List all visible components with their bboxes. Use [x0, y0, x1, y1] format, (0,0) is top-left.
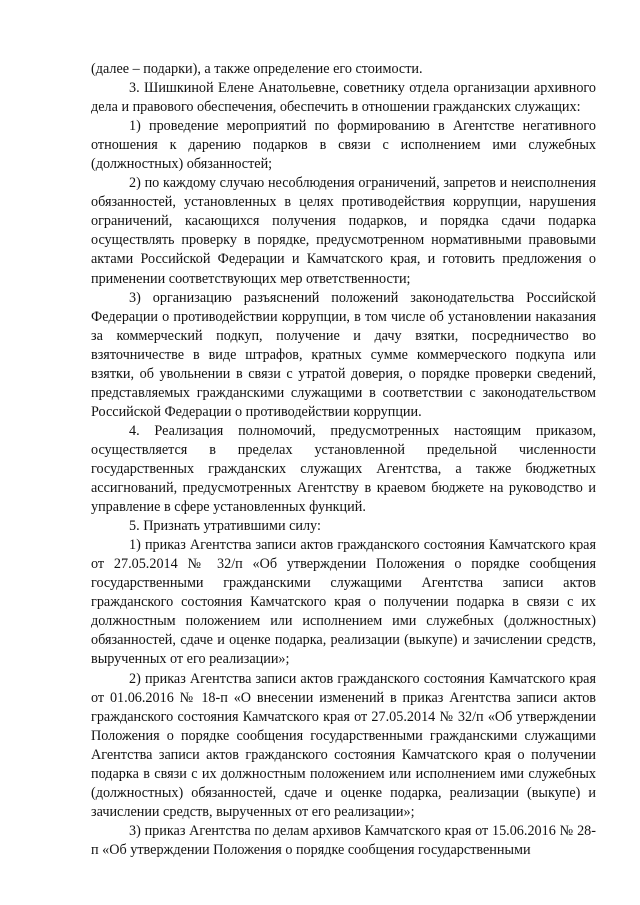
paragraph-continuation: (далее – подарки), а также определение его стоимости. — [91, 61, 423, 77]
paragraph-subitem-3-1: 1) проведение мероприятий по формированию в Агентстве негативного отношения к дарению подарков в связи с исполнением ими служебных (должностных) обязанностей; — [91, 118, 596, 173]
paragraph-subitem-5-1: 1) приказ Агентства записи актов гражданского состояния Камчатского края от 27.05.2014 № 32/п «Об утверждении Положения о порядке сообщения государственными гражданскими служащими Агентства записи актов гражданского состояния Камчатского края о получении подарка в связи с их должностным положением или исполнением ими служебных (должностных) обязанностей, сдаче и оценке подарка, реализации (выкупе) и зачислении средств, вырученных от его реализации»; — [91, 537, 596, 668]
document-page — [91, 60, 596, 860]
paragraph-subitem-3-3: 3) организацию разъяснений положений законодательства Российской Федерации о противодействии коррупции, в том числе об установлении наказания за коммерческий подкуп, получение и дачу взятки, посредничество во взяточничестве в виде штрафов, кратных сумме коммерческого подкупа или взятки, об увольнении в связи с утратой доверия, о порядке проверки сведений, представляемых гражданскими служащими в соответствии с законодательством Российской Федерации о противодействии коррупции. — [91, 289, 596, 420]
paragraph-subitem-5-3: 3) приказ Агентства по делам архивов Камчатского края от 15.06.2016 № 28-п «Об утверждении Положения о порядке сообщения государственными — [91, 822, 596, 858]
paragraph-subitem-5-2: 2) приказ Агентства записи актов гражданского состояния Камчатского края от 01.06.2016 № 18-п «О внесении изменений в приказ Агентства записи актов гражданского состояния Камчатского края от 27.05.2014 № 32/п «Об утверждении Положения о порядке сообщения государственными гражданскими служащими Агентства записи актов гражданского состояния Камчатского края о получении подарка в связи с их должностным положением или исполнением ими служебных (должностных) обязанностей, сдаче и оценке подарка, реализации (выкупе) и зачислении средств, вырученных от его реализации»; — [91, 670, 596, 820]
paragraph-item-3: 3. Шишкиной Елене Анатольевне, советнику отдела организации архивного дела и правового обеспечения, обеспечить в отношении гражданских служащих: — [91, 80, 596, 116]
paragraph-subitem-3-2: 2) по каждому случаю несоблюдения ограничений, запретов и неисполнения обязанностей, установленных в целях противодействия коррупции, нарушения ограничений, касающихся получения подарков, и порядка сдачи подарка осуществлять проверку в порядке, предусмотренном нормативными правовыми актами Российской Федерации и Камчатского края, и готовить предложения о применении соответствующих мер ответственности; — [91, 175, 596, 287]
paragraph-item-4: 4. Реализация полномочий, предусмотренных настоящим приказом, осуществляется в пределах установленной предельной численности государственных гражданских служащих Агентства, а также бюджетных ассигнований, предусмотренных Агентству в краевом бюджете на руководство и управление в сфере установленных функций. — [91, 422, 596, 516]
paragraph-item-5: 5. Признать утратившими силу: — [129, 518, 321, 535]
